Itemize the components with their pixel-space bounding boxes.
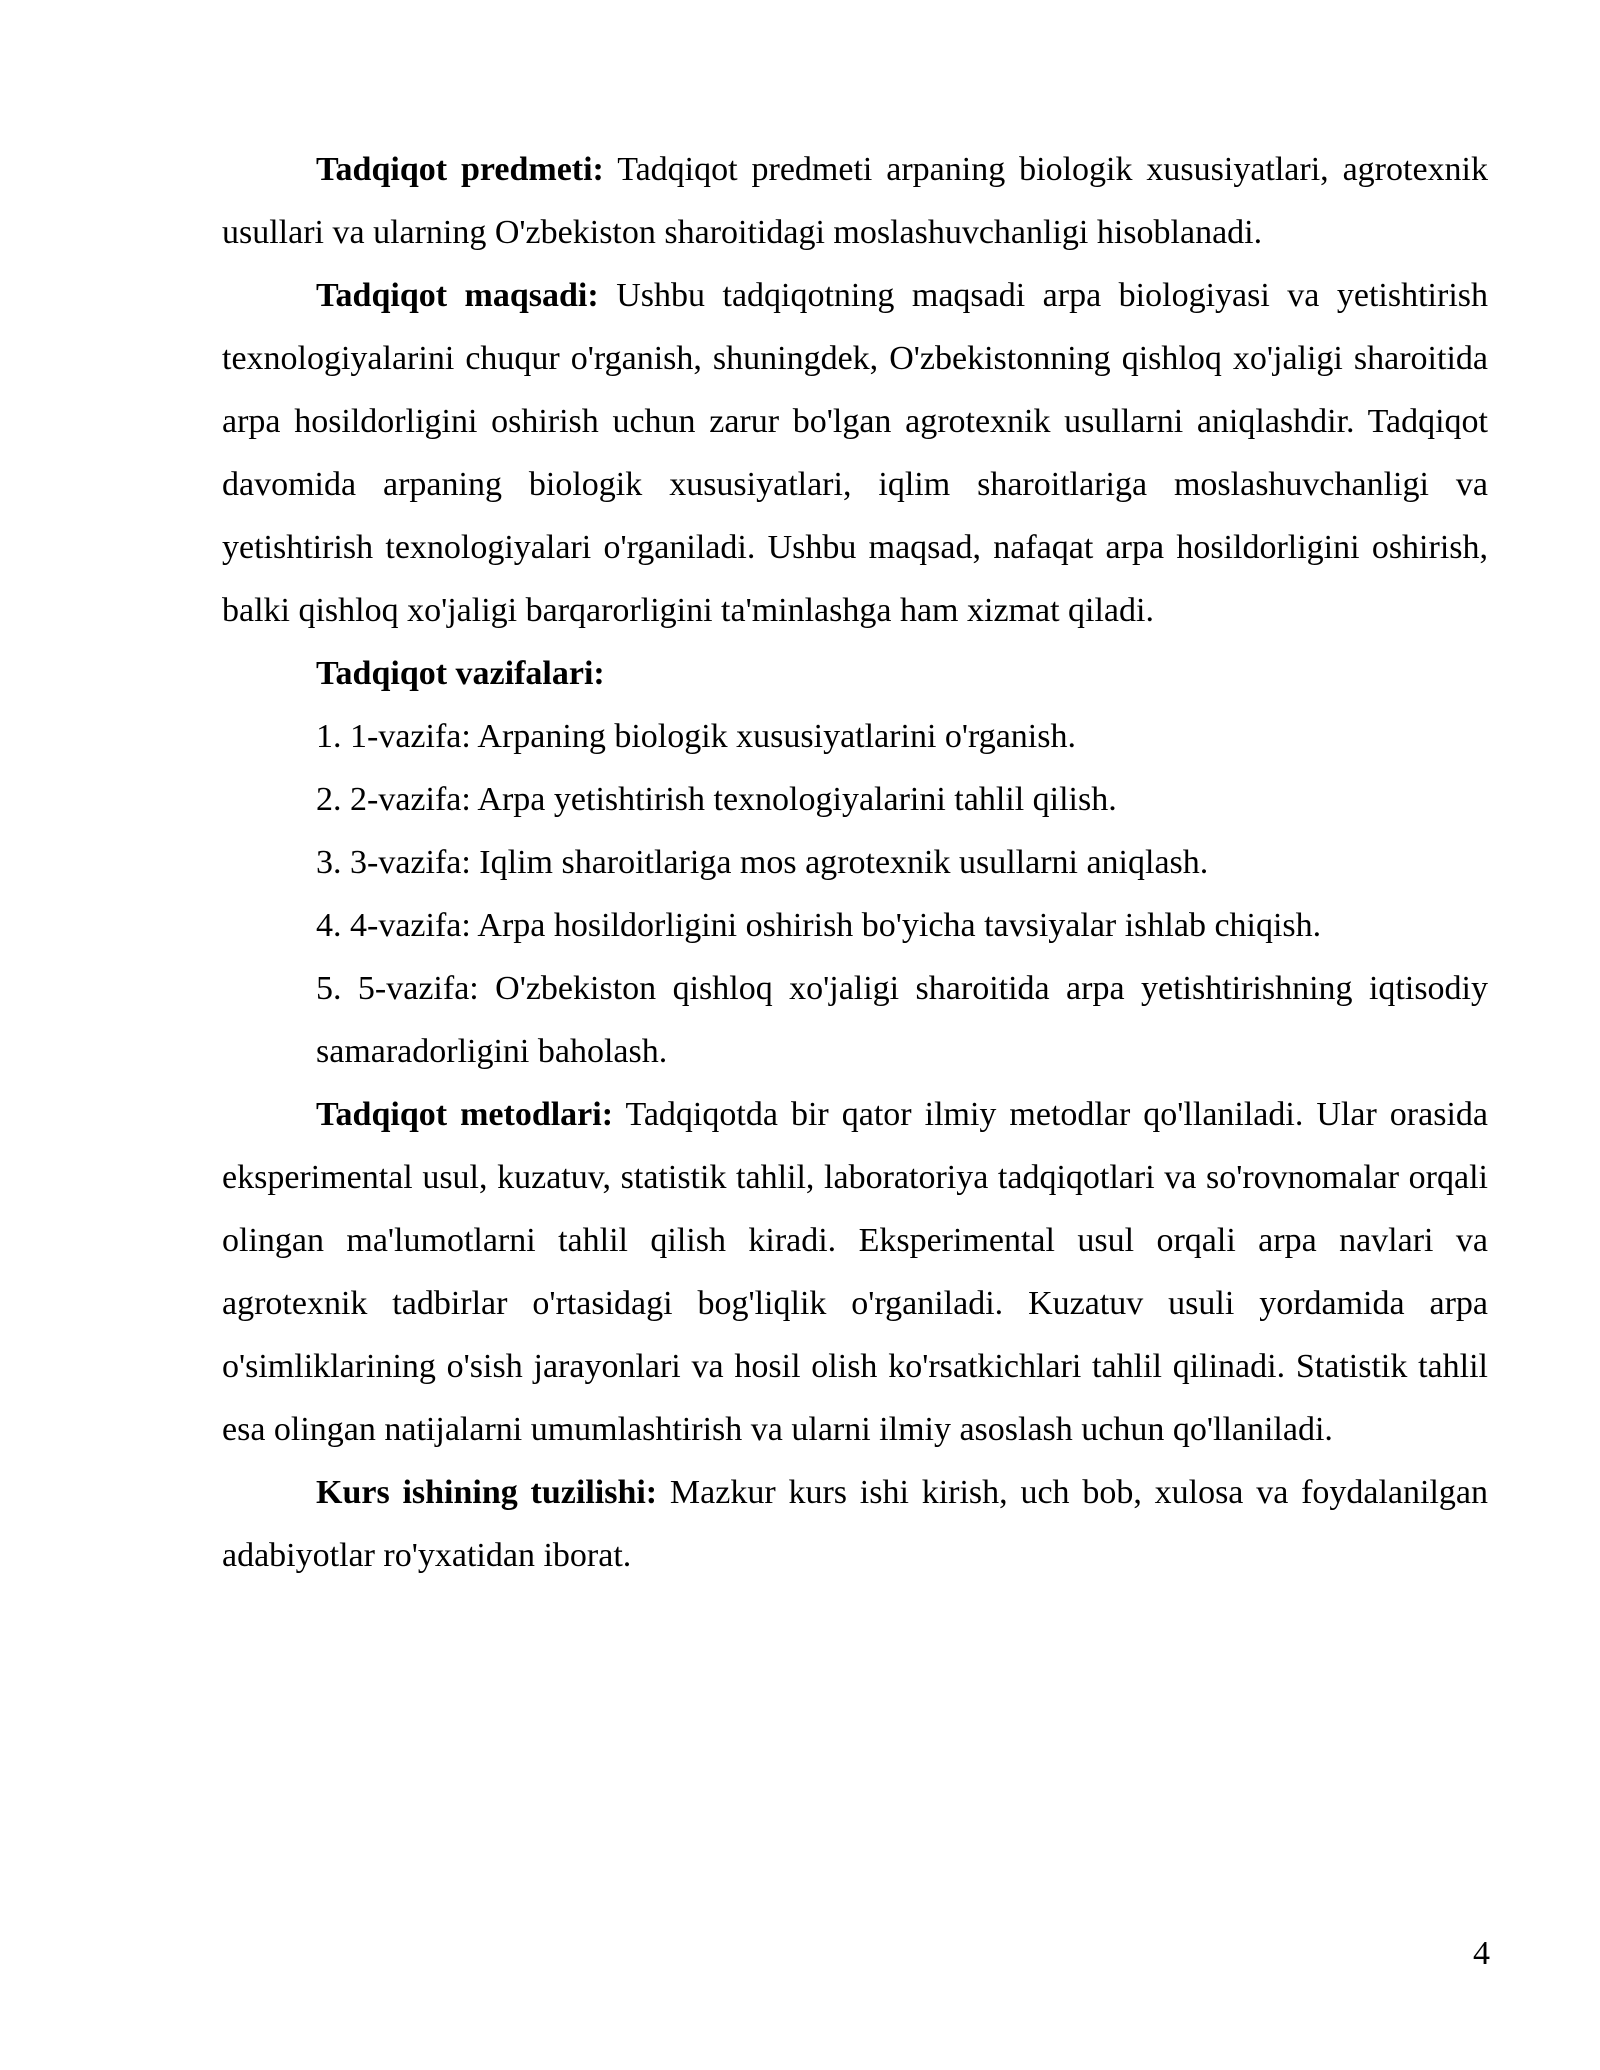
label-predmet: Tadqiqot predmeti: — [316, 151, 604, 188]
label-metodlar: Tadqiqot metodlari: — [316, 1096, 614, 1133]
page-number: 4 — [1473, 1935, 1490, 1972]
task-item-1: 1. 1-vazifa: Arpaning biologik xususiyatlarini o'rganish. — [316, 718, 1076, 755]
task-item-3: 3. 3-vazifa: Iqlim sharoitlariga mos agrotexnik usullarni aniqlash. — [316, 844, 1209, 881]
task-item-5: 5. 5-vazifa: O'zbekiston qishloq xo'jaligi sharoitida arpa yetishtirishning iqtisodiy samaradorligini baholash. — [316, 970, 1488, 1070]
task-item-4: 4. 4-vazifa: Arpa hosildorligini oshirish bo'yicha tavsiyalar ishlab chiqish. — [316, 907, 1322, 944]
paragraph-maqsad — [222, 264, 1488, 642]
paragraph-metodlar — [222, 1083, 1488, 1461]
label-tuzilish: Kurs ishining tuzilishi: — [316, 1474, 658, 1511]
text-metodlar: Tadqiqotda bir qator ilmiy metodlar qo'llaniladi. Ular orasida eksperimental usul, kuzatuv, statistik tahlil, laboratoriya tadqiqotlari va so'rovnomalar orqali olingan ma'lumotlarni tahlil qilish kiradi. Eksperimental usul orqali arpa navlari va agrotexnik tadbirlar o'rtasidagi bog'liqlik o'rganiladi. Kuzatuv usuli yordamida arpa o'simliklarining o'sish jarayonlari va hosil olish ko'rsatkichlari tahlil qilinadi. Statistik tahlil esa olingan natijalarni umumlashtirish va ularni ilmiy asoslash uchun qo'llaniladi. — [222, 1096, 1488, 1448]
text-maqsad: Ushbu tadqiqotning maqsadi arpa biologiyasi va yetishtirish texnologiyalarini chuqur o'rganish, shuningdek, O'zbekistonning qishloq xo'jaligi sharoitida arpa hosildorligini oshirish uchun zarur bo'lgan agrotexnik usullarni aniqlashdir. Tadqiqot davomida arpaning biologik xususiyatlari, iqlim sharoitlariga moslashuvchanligi va yetishtirish texnologiyalari o'rganiladi. Ushbu maqsad, nafaqat arpa hosildorligini oshirish, balki qishloq xo'jaligi barqarorligini ta'minlashga ham xizmat qiladi. — [222, 277, 1488, 629]
label-maqsad: Tadqiqot maqsadi: — [316, 277, 599, 314]
text-tuzilish: Mazkur kurs ishi kirish, uch bob, xulosa va foydalanilgan adabiyotlar ro'yxatidan iborat. — [222, 1474, 1489, 1574]
task-item-2: 2. 2-vazifa: Arpa yetishtirish texnologiyalarini tahlil qilish. — [316, 781, 1117, 818]
document-body — [222, 138, 1488, 1587]
text-predmet: Tadqiqot predmeti arpaning biologik xususiyatlari, agrotexnik usullari va ularning O'zbekiston sharoitidagi moslashuvchanligi hisoblanadi. — [222, 151, 1488, 251]
paragraph-predmet — [222, 138, 1488, 264]
heading-vazifalar: Tadqiqot vazifalari: — [316, 655, 605, 692]
paragraph-tuzilish — [222, 1461, 1488, 1587]
